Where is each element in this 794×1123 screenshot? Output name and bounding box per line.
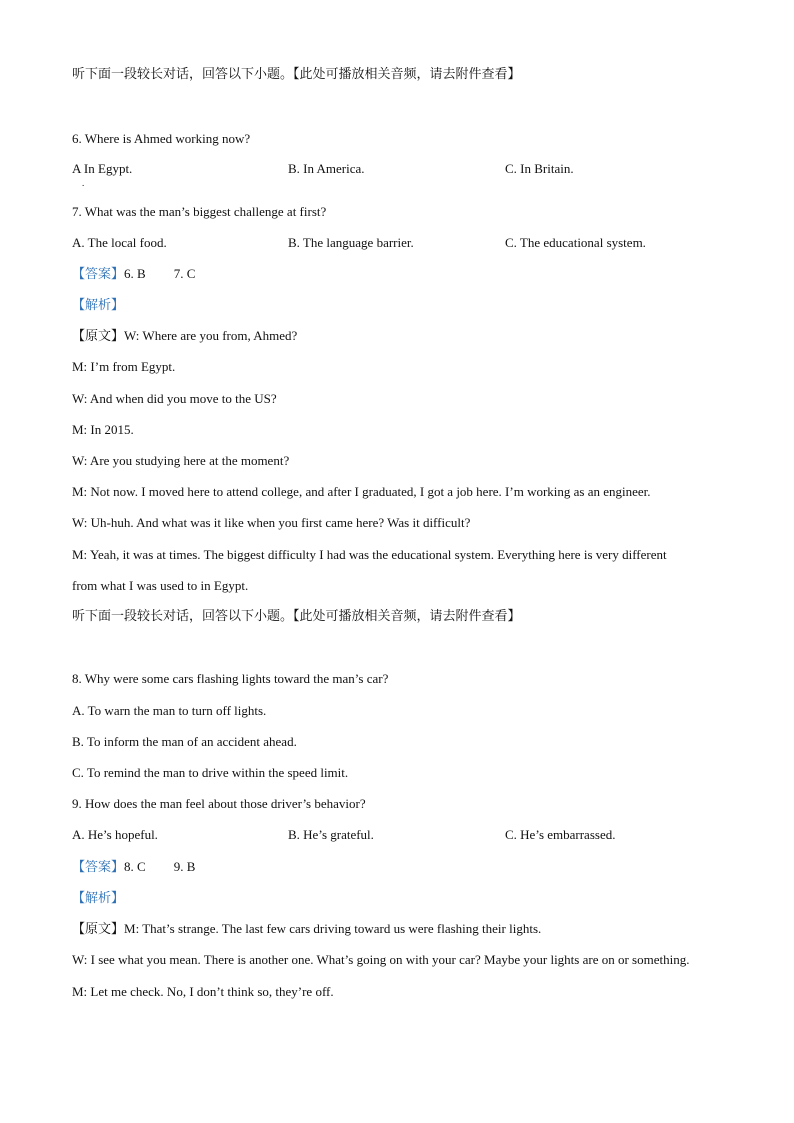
transcript-line: W: Are you studying here at the moment? [72,453,290,468]
analysis-line-2 [72,889,124,908]
transcript-line: M: That’s strange. The last few cars driving toward us were flashing their lights. [124,921,542,936]
analysis-tag: 【解析】 [72,298,125,313]
transcript-first-2 [72,920,541,939]
transcript-line: M: Not now. I moved here to attend college, and after I graduated, I got a job here. I’m working as an engineer. [72,484,651,499]
transcript-tag: 【原文】 [72,329,125,344]
answer-6: 6. B [124,266,146,281]
answer-8: 8. C [124,859,146,874]
answer-line-1 [72,265,195,284]
answer-7: 7. C [173,266,196,281]
q8-option-b: B. To inform the man of an accident ahead. [72,734,297,749]
stray-dot: . [82,178,85,188]
transcript-line: M: Yeah, it was at times. The biggest difficulty I had was the educational system. Everything here is very different [72,547,667,562]
transcript-line: M: In 2015. [72,422,134,437]
answer-line-2 [72,858,195,877]
analysis-tag: 【解析】 [72,891,125,906]
transcript-line: W: And when did you move to the US? [72,391,277,406]
q7-option-b: B. The language barrier. [288,235,414,250]
listening-instruction-1: 听下面一段较长对话，回答以下小题。【此处可播放相关音频，请去附件查看】 [72,67,521,82]
q6-option-c: C. In Britain. [505,161,574,176]
question-7: 7. What was the man’s biggest challenge at first? [72,204,327,219]
answer-9: 9. B [173,859,196,874]
transcript-line: W: Where are you from, Ahmed? [124,328,298,343]
q9-option-c: C. He’s embarrassed. [505,827,616,842]
q8-option-a: A. To warn the man to turn off lights. [72,703,267,718]
transcript-line: M: I’m from Egypt. [72,359,176,374]
question-9: 9. How does the man feel about those driver’s behavior? [72,796,366,811]
transcript-line: W: I see what you mean. There is another one. What’s going on with your car? Maybe your lights are on or something. [72,952,690,967]
q6-option-a: A In Egypt. [72,161,133,176]
q6-option-b: B. In America. [288,161,365,176]
answer-tag: 【答案】 [72,860,125,875]
q7-option-c: C. The educational system. [505,235,646,250]
question-6: 6. Where is Ahmed working now? [72,131,251,146]
transcript-line: from what I was used to in Egypt. [72,578,249,593]
q9-option-a: A. He’s hopeful. [72,827,158,842]
q9-option-b: B. He’s grateful. [288,827,374,842]
transcript-tag: 【原文】 [72,922,125,937]
transcript-line: W: Uh-huh. And what was it like when you first came here? Was it difficult? [72,515,471,530]
listening-instruction-2: 听下面一段较长对话，回答以下小题。【此处可播放相关音频，请去附件查看】 [72,609,521,624]
question-8: 8. Why were some cars flashing lights toward the man’s car? [72,671,389,686]
q7-option-a: A. The local food. [72,235,167,250]
q8-option-c: C. To remind the man to drive within the speed limit. [72,765,349,780]
transcript-first-1 [72,327,297,346]
transcript-line: M: Let me check. No, I don’t think so, they’re off. [72,984,334,999]
analysis-line-1 [72,296,124,315]
answer-tag: 【答案】 [72,267,125,282]
